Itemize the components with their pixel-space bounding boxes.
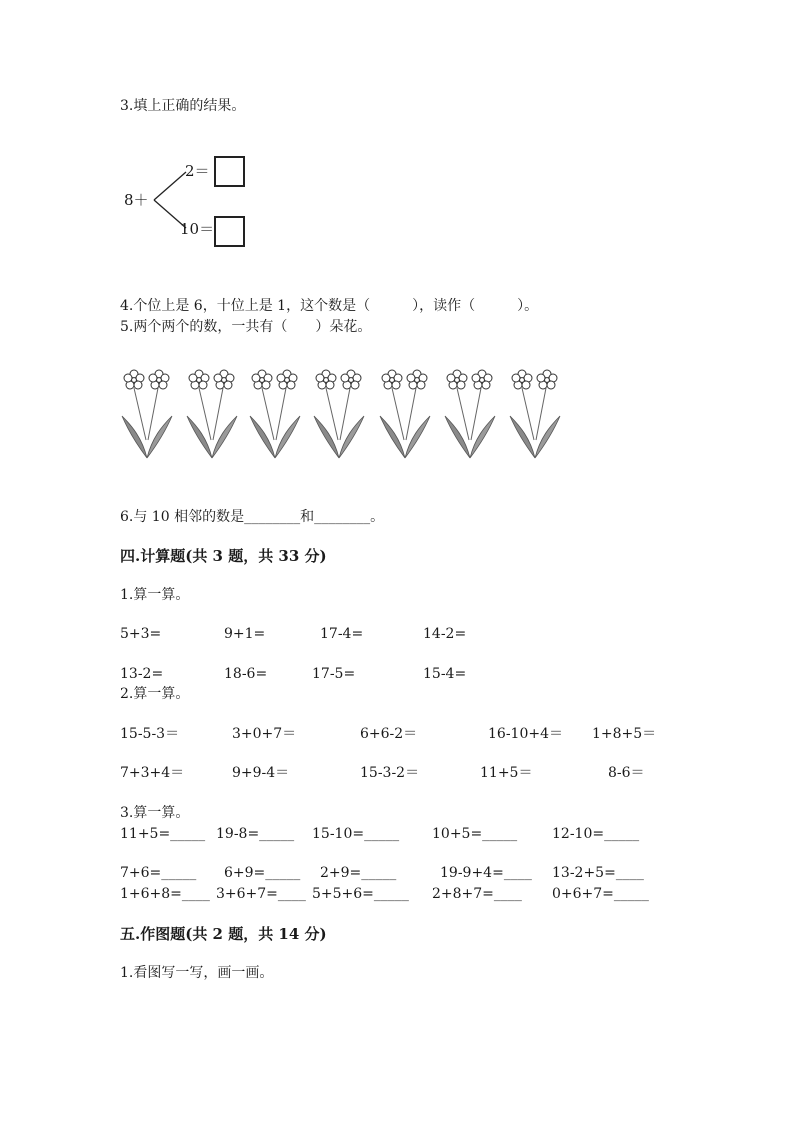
section5-heading: 五.作图题(共 2 题，共 14 分) bbox=[120, 925, 327, 943]
fill-item: 0+6+7=_____ bbox=[552, 886, 649, 902]
q5-text: 5.两个两个的数，一共有（ ）朵花。 bbox=[120, 319, 372, 335]
flower-7 bbox=[510, 370, 560, 458]
fill-item: 2+9=_____ bbox=[320, 865, 397, 881]
calc-item: 15-5-3＝ bbox=[120, 726, 180, 742]
calc-item: 5+3= bbox=[120, 626, 162, 642]
calc-item: 11+5＝ bbox=[480, 765, 533, 781]
calc-item: 3+0+7＝ bbox=[232, 726, 297, 742]
fill-item: 5+5+6=_____ bbox=[312, 886, 409, 902]
q4-text: 4.个位上是 6，十位上是 1，这个数是（ ），读作（ ）。 bbox=[120, 298, 539, 314]
calc-item: 6+6-2＝ bbox=[360, 726, 418, 742]
q3-title: 3.填上正确的结果。 bbox=[120, 98, 246, 114]
calc-item: 9+1= bbox=[224, 626, 266, 642]
fill-item: 10+5=_____ bbox=[432, 826, 518, 842]
answer-box-top[interactable] bbox=[214, 156, 245, 187]
flower-1 bbox=[122, 370, 172, 458]
fill-item: 7+6=_____ bbox=[120, 865, 197, 881]
fill-item: 1+6+8=____ bbox=[120, 886, 210, 902]
branch-base-label: 8＋ bbox=[124, 191, 149, 209]
s4-p1-title: 1.算一算。 bbox=[120, 587, 190, 603]
flowers-illustration bbox=[118, 368, 578, 468]
branch-top-label: 2＝ bbox=[185, 162, 210, 180]
fill-item: 6+9=_____ bbox=[224, 865, 301, 881]
calc-item: 14-2= bbox=[423, 626, 467, 642]
fill-item: 11+5=_____ bbox=[120, 826, 206, 842]
flower-3 bbox=[250, 370, 300, 458]
s5-p1-title: 1.看图写一写，画一画。 bbox=[120, 965, 274, 981]
calc-item: 7+3+4＝ bbox=[120, 765, 185, 781]
calc-item: 15-4= bbox=[423, 666, 467, 682]
flower-4 bbox=[314, 370, 364, 458]
fill-item: 2+8+7=____ bbox=[432, 886, 522, 902]
calc-item: 8-6＝ bbox=[608, 765, 645, 781]
section4-heading: 四.计算题(共 3 题，共 33 分) bbox=[120, 547, 327, 565]
flower-2 bbox=[187, 370, 237, 458]
calc-item: 9+9-4＝ bbox=[232, 765, 290, 781]
calc-item: 1+8+5＝ bbox=[592, 726, 657, 742]
fill-item: 3+6+7=____ bbox=[216, 886, 306, 902]
s4-p3-title: 3.算一算。 bbox=[120, 805, 190, 821]
fill-item: 15-10=_____ bbox=[312, 826, 400, 842]
fill-item: 12-10=_____ bbox=[552, 826, 640, 842]
s4-p2-title: 2.算一算。 bbox=[120, 686, 190, 702]
calc-item: 15-3-2＝ bbox=[360, 765, 420, 781]
q6-text: 6.与 10 相邻的数是________和________。 bbox=[120, 509, 385, 525]
calc-item: 17-5= bbox=[312, 666, 356, 682]
branch-bottom-label: 10＝ bbox=[180, 220, 215, 238]
fill-item: 19-9+4=____ bbox=[440, 865, 532, 881]
flower-6 bbox=[445, 370, 495, 458]
calc-item: 16-10+4＝ bbox=[488, 726, 563, 742]
calc-item: 18-6= bbox=[224, 666, 268, 682]
flower-5 bbox=[380, 370, 430, 458]
fill-item: 19-8=_____ bbox=[216, 826, 295, 842]
answer-box-bottom[interactable] bbox=[214, 216, 245, 247]
calc-item: 17-4= bbox=[320, 626, 364, 642]
calc-item: 13-2= bbox=[120, 666, 164, 682]
fill-item: 13-2+5=____ bbox=[552, 865, 644, 881]
